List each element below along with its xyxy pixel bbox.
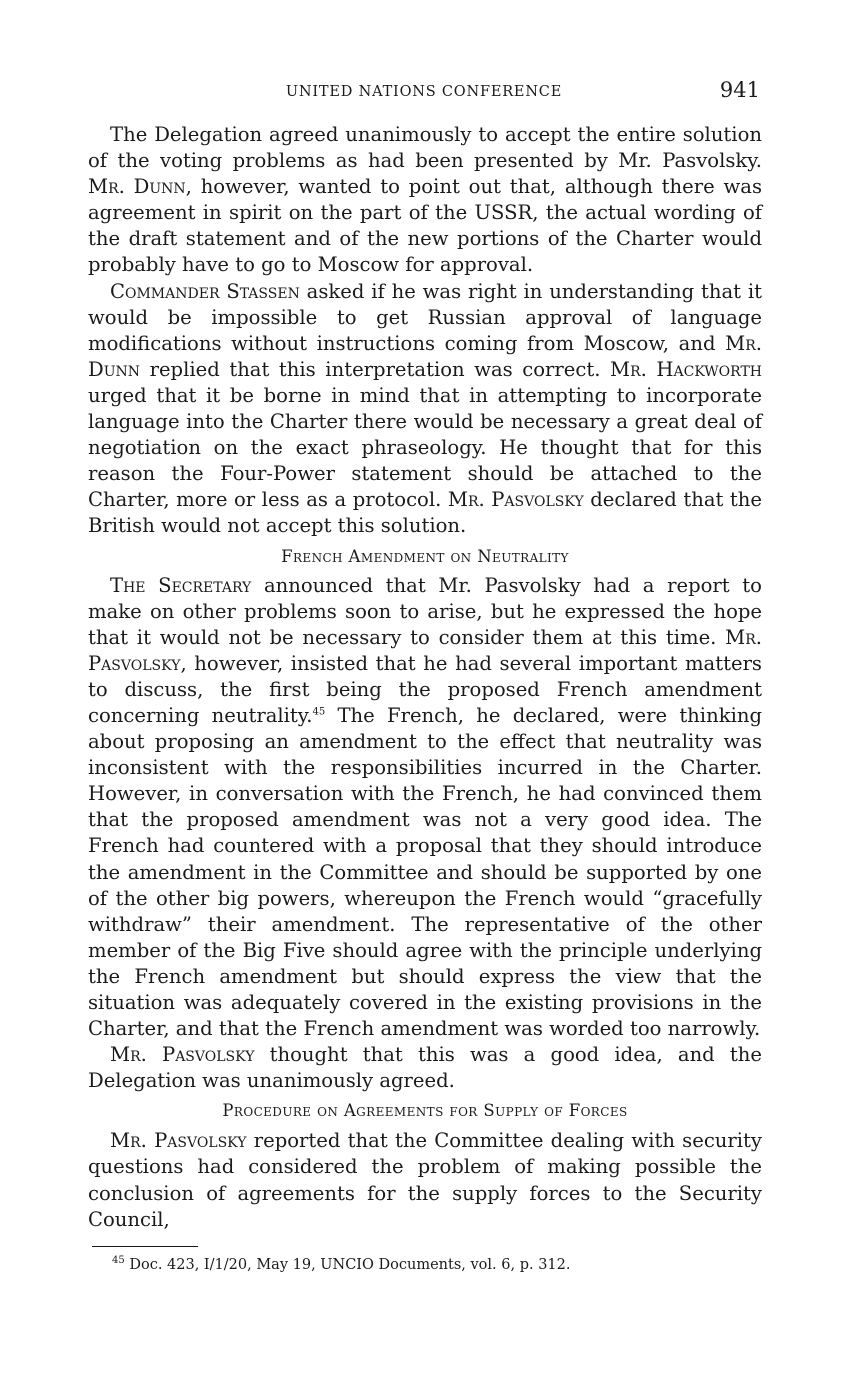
speaker-name: Mr. Pasvolsky [110,1043,255,1067]
footnote-marker: 45 [112,1255,125,1267]
speaker-name: Mr. Pasvolsky [447,488,584,512]
paragraph-delegation-agreed: The Delegation agreed unanimously to accept the entire solution of the voting problems as had been presented by Mr. Pasvolsky. Mr. Dunn, however, wanted to point out that, although there was agreement in spirit on the part of the USSR, the actual wording of the draft statement and of the new portions of the Charter would probably have to go to Moscow for approval. [88,123,762,277]
speaker-name: Mr. Pasvolsky [88,625,762,675]
page-header [88,78,760,108]
footnote-divider [92,1246,198,1247]
speaker-name: The Secretary [110,573,252,597]
speaker-name: Commander Stassen [110,279,300,303]
speaker-name: Mr. Pasvolsky [110,1129,247,1153]
footnote-reference: 45 [312,706,326,718]
section-heading-supply-of-forces: Procedure on Agreements for Supply of Forces [222,1101,628,1121]
paragraph-pasvolsky-reported: Mr. Pasvolsky reported that the Committee dealing with security questions had considered the problem of making possible the conclusion of agreements for the supply forces to the Security Council, [88,1129,763,1231]
footnote-text: Doc. 423, I/1/20, May 19, UNCIO Documents, vol. 6, p. 312. [124,1257,571,1273]
page-number: 941 [719,78,760,102]
paragraph-secretary-announced: The Secretary announced that Mr. Pasvolsky had a report to make on other problems soon to arise, but he expressed the hope that it would not be necessary to consider them at this time. Mr. Pasvolsky, however, insisted that he had several important matters to discuss, the first being the proposed French amendment concerning neutrality.$^{45}$ The French, he declared, were thinking about proposing an amendment to the effect that neutrality was inconsistent with the responsibilities incurred in the Charter. However, in conversation with the French, he had convinced them that the proposed amendment was not a very good idea. The French had countered with a proposal that they should introduce the amendment in the Committee and should be supported by one of the other big powers, whereupon the French would “gracefully withdraw” their amendment. The representative of the other member of the Big Five should agree with the principle underlying the French amendment but should express the view that the situation was adequately covered in the existing provisions in the Charter, and that the French amendment was worded too narrowly. [88,573,762,1041]
speaker-name: Mr. Dunn [88,331,762,381]
paragraph-pasvolsky-good-idea: Mr. Pasvolsky thought that this was a good idea, and the Delegation was unanimously agreed. [88,1043,762,1093]
speaker-name: Mr. Dunn [88,175,186,199]
footnote [112,1257,571,1273]
running-title: UNITED NATIONS CONFERENCE [285,84,563,100]
speaker-name: Mr. Hackworth [610,357,762,381]
paragraph-commander-stassen: Commander Stassen asked if he was right in understanding that it would be impossible to get Russian approval of language modifications without instructions coming from Moscow, and Mr. Dunn replied that this interpretation was correct. Mr. Hackworth urged that it be borne in mind that in attempting to incorporate language into the Charter there would be necessary a great deal of negotiation on the exact phraseology. He thought that for this reason the Four-Power statement should be attached to the Charter, more or less as a protocol. Mr. Pasvolsky declared that the British would not accept this solution. [88,279,763,538]
section-heading-french-amendment: French Amendment on Neutrality [281,546,569,566]
page-body [88,122,762,1233]
